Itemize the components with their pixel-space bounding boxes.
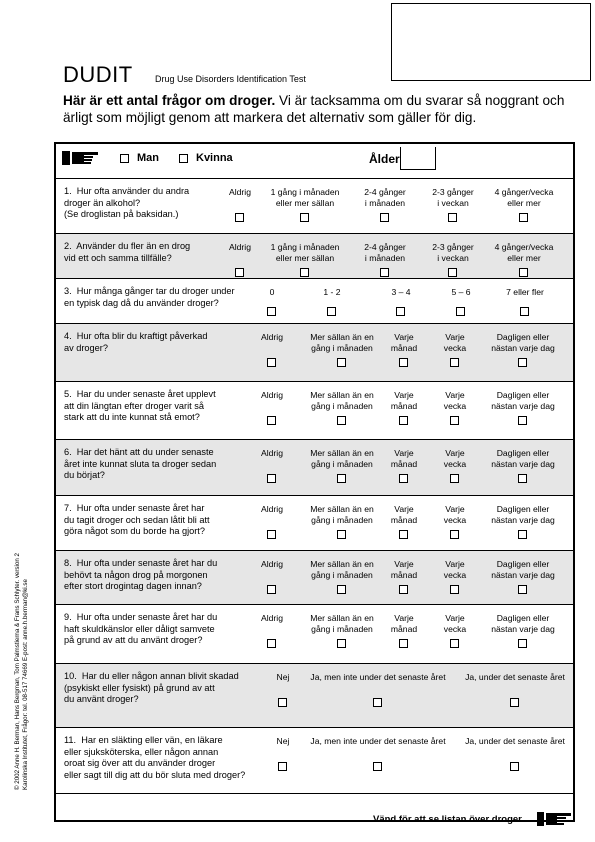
answer-checkbox[interactable] — [510, 762, 519, 771]
answer-checkbox[interactable] — [450, 639, 459, 648]
option-label: Dagligen eller nästan varje dag — [491, 559, 555, 580]
question-row-5 — [56, 382, 573, 440]
option-label: Aldrig — [261, 332, 283, 342]
answer-checkbox[interactable] — [450, 585, 459, 594]
page-subtitle: Drug Use Disorders Identification Test — [155, 74, 306, 84]
option-label: Dagligen eller nästan varje dag — [491, 613, 555, 634]
question-text: 5. Har du under senaste året upplevt att din längtan efter droger varit så stark att du inte kunnat stå emot? — [64, 389, 216, 422]
question-row-11 — [56, 728, 573, 794]
option-label: Mer sällan än en gång i månaden — [310, 559, 374, 580]
answer-checkbox[interactable] — [337, 358, 346, 367]
option-label: Varje månad — [390, 448, 418, 469]
option-label: Aldrig — [261, 390, 283, 400]
intro-rest: Vi är tacksamma om du svarar så noggrant och ärligt som möjligt genom att markera det alternativ som gäller för dig. — [63, 93, 565, 125]
answer-checkbox[interactable] — [267, 474, 276, 483]
answer-checkbox[interactable] — [450, 474, 459, 483]
option-label: Mer sällan än en gång i månaden — [310, 332, 374, 353]
option-label: Aldrig — [229, 187, 251, 197]
female-label: Kvinna — [196, 152, 233, 164]
question-text: 10. Har du eller någon annan blivit skadad (psykiskt eller fysiskt) på grund av att du använt droger? — [64, 671, 239, 704]
answer-checkbox[interactable] — [278, 698, 287, 707]
answer-checkbox[interactable] — [399, 530, 408, 539]
age-input[interactable] — [400, 147, 436, 170]
option-label: Varje månad — [390, 332, 418, 353]
answer-checkbox[interactable] — [327, 307, 336, 316]
question-text: 4. Hur ofta blir du kraftigt påverkad av droger? — [64, 331, 208, 353]
answer-checkbox[interactable] — [278, 762, 287, 771]
option-label: Dagligen eller nästan varje dag — [491, 504, 555, 525]
answer-checkbox[interactable] — [518, 530, 527, 539]
option-label: 4 gånger/vecka eller mer — [494, 187, 554, 208]
answer-checkbox[interactable] — [448, 213, 457, 222]
answer-checkbox[interactable] — [518, 358, 527, 367]
option-label: Varje vecka — [443, 559, 467, 580]
id-box — [391, 3, 591, 81]
option-label: Aldrig — [261, 613, 283, 623]
option-label: 2-4 gånger i månaden — [364, 187, 406, 208]
answer-checkbox[interactable] — [518, 585, 527, 594]
option-label: Varje vecka — [443, 613, 467, 634]
answer-checkbox[interactable] — [373, 762, 382, 771]
answer-checkbox[interactable] — [450, 416, 459, 425]
question-text: 11. Har en släkting eller vän, en läkare eller sjuksköterska, eller någon annan oroat sig över att du använder droger eller sagt till dig att du bör sluta med droger? — [64, 735, 246, 780]
female-checkbox[interactable] — [179, 154, 188, 163]
answer-checkbox[interactable] — [450, 530, 459, 539]
option-label: Varje vecka — [443, 504, 467, 525]
footer-note: Vänd för att se listan över droger — [373, 814, 522, 825]
pointing-hand-icon — [537, 812, 571, 826]
answer-checkbox[interactable] — [456, 307, 465, 316]
option-label: Mer sällan än en gång i månaden — [310, 448, 374, 469]
option-label: Nej — [276, 672, 290, 682]
answer-checkbox[interactable] — [267, 585, 276, 594]
option-label: 1 gång i månaden eller mer sällan — [270, 242, 340, 263]
option-label: Nej — [276, 736, 290, 746]
option-label: Ja, under det senaste året — [465, 672, 565, 682]
answer-checkbox[interactable] — [450, 358, 459, 367]
answer-checkbox[interactable] — [235, 268, 244, 277]
question-row-9 — [56, 605, 573, 664]
answer-checkbox[interactable] — [235, 213, 244, 222]
answer-checkbox[interactable] — [380, 268, 389, 277]
option-label: Ja, men inte under det senaste året — [310, 736, 446, 746]
intro-bold: Här är ett antal frågor om droger. — [63, 93, 276, 108]
answer-checkbox[interactable] — [337, 474, 346, 483]
option-label: Mer sällan än en gång i månaden — [310, 504, 374, 525]
answer-checkbox[interactable] — [337, 416, 346, 425]
option-label: Varje vecka — [443, 448, 467, 469]
answer-checkbox[interactable] — [518, 416, 527, 425]
option-label: Varje månad — [390, 390, 418, 411]
option-label: 2-3 gånger i veckan — [432, 242, 474, 263]
option-label: Aldrig — [261, 448, 283, 458]
question-row-2 — [56, 234, 573, 279]
answer-checkbox[interactable] — [520, 307, 529, 316]
answer-checkbox[interactable] — [373, 698, 382, 707]
answer-checkbox[interactable] — [518, 474, 527, 483]
option-label: 7 eller fler — [506, 287, 544, 297]
answer-checkbox[interactable] — [399, 639, 408, 648]
male-checkbox[interactable] — [120, 154, 129, 163]
option-label: Dagligen eller nästan varje dag — [491, 332, 555, 353]
option-label: Varje vecka — [443, 390, 467, 411]
question-text: 1. Hur ofta använder du andra droger än alkohol? (Se droglistan på baksidan.) — [64, 186, 190, 219]
option-label: 2-4 gånger i månaden — [364, 242, 406, 263]
answer-checkbox[interactable] — [300, 268, 309, 277]
option-label: Dagligen eller nästan varje dag — [491, 448, 555, 469]
option-label: Varje månad — [390, 613, 418, 634]
question-text: 9. Hur ofta under senaste året har du haft skuldkänslor eller dåligt samvete på grund av att du använt droger? — [64, 612, 218, 645]
option-label: 3 – 4 — [391, 287, 411, 297]
question-row-6 — [56, 440, 573, 496]
option-label: Mer sällan än en gång i månaden — [310, 613, 374, 634]
option-label: Varje vecka — [443, 332, 467, 353]
answer-checkbox[interactable] — [267, 639, 276, 648]
question-text: 6. Har det hänt att du under senaste året inte kunnat sluta ta droger sedan du börjat? — [64, 447, 217, 480]
pointing-hand-icon — [62, 151, 98, 165]
intro-text — [63, 92, 573, 126]
option-label: Aldrig — [229, 242, 251, 252]
option-label: Aldrig — [261, 504, 283, 514]
answer-checkbox[interactable] — [337, 585, 346, 594]
option-label: Aldrig — [261, 559, 283, 569]
option-label: Varje månad — [390, 504, 418, 525]
male-label: Man — [137, 152, 159, 164]
answer-checkbox[interactable] — [267, 307, 276, 316]
question-row-3 — [56, 279, 573, 324]
option-label: 0 — [269, 287, 275, 297]
answer-checkbox[interactable] — [519, 213, 528, 222]
answer-checkbox[interactable] — [518, 639, 527, 648]
answer-checkbox[interactable] — [380, 213, 389, 222]
option-label: 5 – 6 — [451, 287, 471, 297]
question-text: 7. Hur ofta under senaste året har du tagit droger och sedan låtit bli att göra något som du borde ha gjort? — [64, 503, 210, 536]
answer-checkbox[interactable] — [399, 474, 408, 483]
answer-checkbox[interactable] — [448, 268, 457, 277]
answer-checkbox[interactable] — [337, 639, 346, 648]
question-text: 8. Hur ofta under senaste året har du behövt ta någon drog på morgonen efter stort drogintag dagen innan? — [64, 558, 218, 591]
question-row-7 — [56, 496, 573, 551]
question-row-10 — [56, 664, 573, 728]
answer-checkbox[interactable] — [267, 530, 276, 539]
option-label: Ja, men inte under det senaste året — [310, 672, 446, 682]
page-title: DUDIT — [63, 62, 133, 87]
question-text: 3. Hur många gånger tar du droger under en typisk dag då du använder droger? — [64, 286, 235, 308]
answer-checkbox[interactable] — [399, 416, 408, 425]
answer-checkbox[interactable] — [267, 416, 276, 425]
option-label: 1 - 2 — [323, 287, 341, 297]
question-row-4 — [56, 324, 573, 382]
option-label: Mer sällan än en gång i månaden — [310, 390, 374, 411]
option-label: Ja, under det senaste året — [465, 736, 565, 746]
answer-checkbox[interactable] — [399, 358, 408, 367]
answer-checkbox[interactable] — [399, 585, 408, 594]
answer-checkbox[interactable] — [267, 358, 276, 367]
option-label: Dagligen eller nästan varje dag — [491, 390, 555, 411]
answer-checkbox[interactable] — [396, 307, 405, 316]
question-text: 2. Använder du fler än en drog vid ett och samma tillfälle? — [64, 241, 191, 263]
option-label: 4 gånger/vecka eller mer — [494, 242, 554, 263]
answer-checkbox[interactable] — [519, 268, 528, 277]
answer-checkbox[interactable] — [300, 213, 309, 222]
question-row-1 — [56, 179, 573, 234]
question-row-8 — [56, 551, 573, 605]
copyright-credit: © 2002 Anne H. Berman, Hans Bergman, Tom Palmstierna & Frans Schlyter. version 2 Karolinska Institutet, Frågor: tel. 08-517 74669 E-post: anne.h.berman@ki.se — [14, 553, 29, 790]
answer-checkbox[interactable] — [510, 698, 519, 707]
answer-checkbox[interactable] — [337, 530, 346, 539]
age-label: Ålder — [369, 152, 400, 166]
option-label: 1 gång i månaden eller mer sällan — [270, 187, 340, 208]
option-label: Varje månad — [390, 559, 418, 580]
option-label: 2-3 gånger i veckan — [432, 187, 474, 208]
